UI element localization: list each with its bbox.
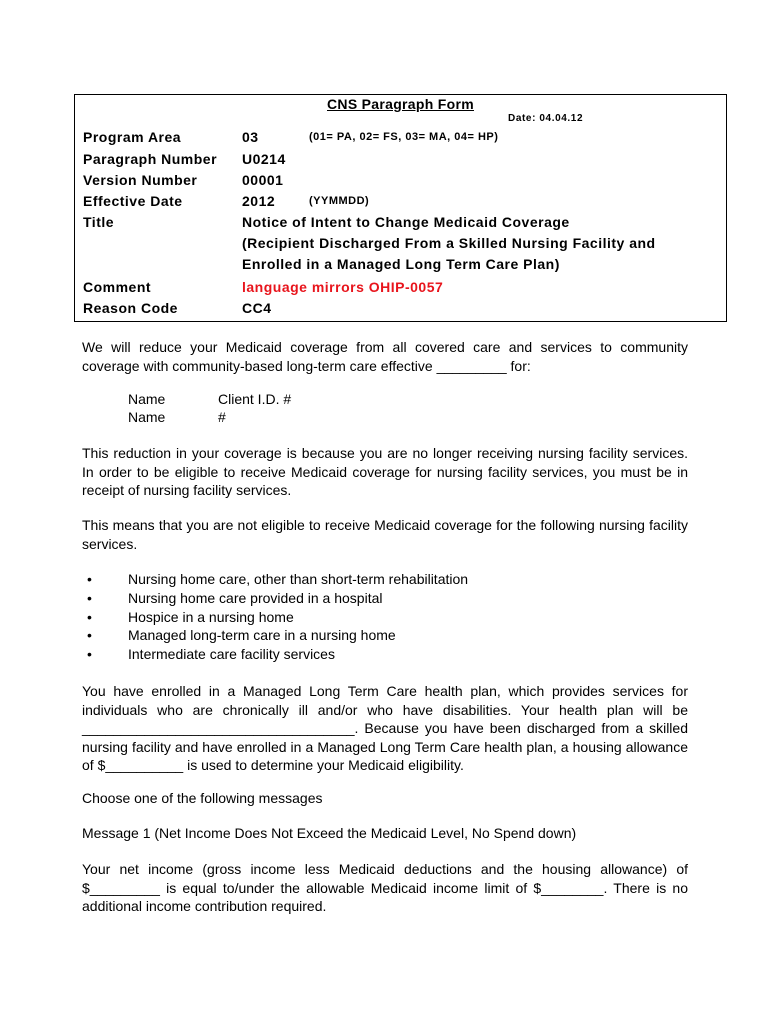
message-1-paragraph: Your net income (gross income less Medicaid deductions and the housing allowance) of $_________ is equal to/under the allowable Medicaid income limit of $________. There is no additional income contribution required.	[82, 861, 688, 914]
version-number-value: 00001	[242, 172, 284, 188]
reason-paragraph: This reduction in your coverage is because you are no longer receiving nursing facility services. In order to be eligible to receive Medicaid coverage for nursing facility services, you must be in receipt of nursing facility services.	[82, 445, 688, 498]
title-value-line-2: (Recipient Discharged From a Skilled Nursing Facility and	[242, 235, 656, 251]
mltc-paragraph: You have enrolled in a Managed Long Term Care health plan, which provides services for individuals who are chronically ill and/or who have disabilities. Your health plan will be ___________________________________. Because you have been discharged from a skilled nursing facility and have enrolled in a Managed Long Term Care health plan, a housing allowance of $__________ is used to determine your Medicaid eligibility.	[82, 683, 688, 773]
effective-date-value: 2012	[242, 193, 276, 209]
bullet-icon: •	[87, 589, 92, 606]
means-paragraph: This means that you are not eligible to receive Medicaid coverage for the following nursing facility services.	[82, 517, 688, 552]
paragraph-form-header	[74, 94, 727, 322]
bullet-icon: •	[87, 571, 92, 587]
client-name-2: Name	[128, 409, 166, 425]
list-item: • Intermediate care facility services	[87, 646, 335, 663]
paragraph-number-value: U0214	[242, 151, 286, 167]
reason-code-label: Reason Code	[83, 300, 178, 316]
client-name-1: Name	[128, 391, 166, 407]
intro-paragraph: We will reduce your Medicaid coverage from all covered care and services to community coverage with community-based long-term care effective _________ for:	[82, 339, 688, 374]
title-value-line-1: Notice of Intent to Change Medicaid Coverage	[242, 214, 570, 230]
bullet-icon: •	[87, 627, 92, 644]
list-item: • Managed long-term care in a nursing home	[87, 627, 396, 644]
paragraph-number-label: Paragraph Number	[83, 151, 218, 167]
version-number-label: Version Number	[83, 172, 198, 188]
client-id-1: Client I.D. #	[218, 391, 292, 407]
choose-message-instruction: Choose one of the following messages	[82, 790, 323, 806]
reason-code-value: CC4	[242, 300, 272, 316]
list-item: • Hospice in a nursing home	[87, 608, 294, 625]
program-area-label: Program Area	[83, 129, 182, 145]
effective-date-format: (YYMMDD)	[309, 195, 370, 207]
program-area-codes: (01= PA, 02= FS, 03= MA, 04= HP)	[309, 131, 499, 143]
list-item: • Nursing home care provided in a hospital	[87, 589, 383, 606]
client-id-2: #	[218, 409, 226, 425]
title-label: Title	[83, 214, 115, 230]
list-item: • Nursing home care, other than short-term rehabilitation	[87, 571, 469, 587]
title-value-line-3: Enrolled in a Managed Long Term Care Plan)	[242, 256, 560, 272]
effective-date-label: Effective Date	[83, 193, 183, 209]
comment-value: language mirrors OHIP-0057	[242, 279, 444, 295]
bullet-icon: •	[87, 646, 92, 663]
bullet-icon: •	[87, 608, 92, 625]
facility-services-list	[82, 570, 468, 664]
form-title: CNS Paragraph Form	[327, 96, 474, 112]
form-date: Date: 04.04.12	[508, 113, 584, 124]
program-area-value: 03	[242, 129, 259, 145]
comment-label: Comment	[83, 279, 152, 295]
message-1-heading: Message 1 (Net Income Does Not Exceed the Medicaid Level, No Spend down)	[82, 825, 577, 841]
